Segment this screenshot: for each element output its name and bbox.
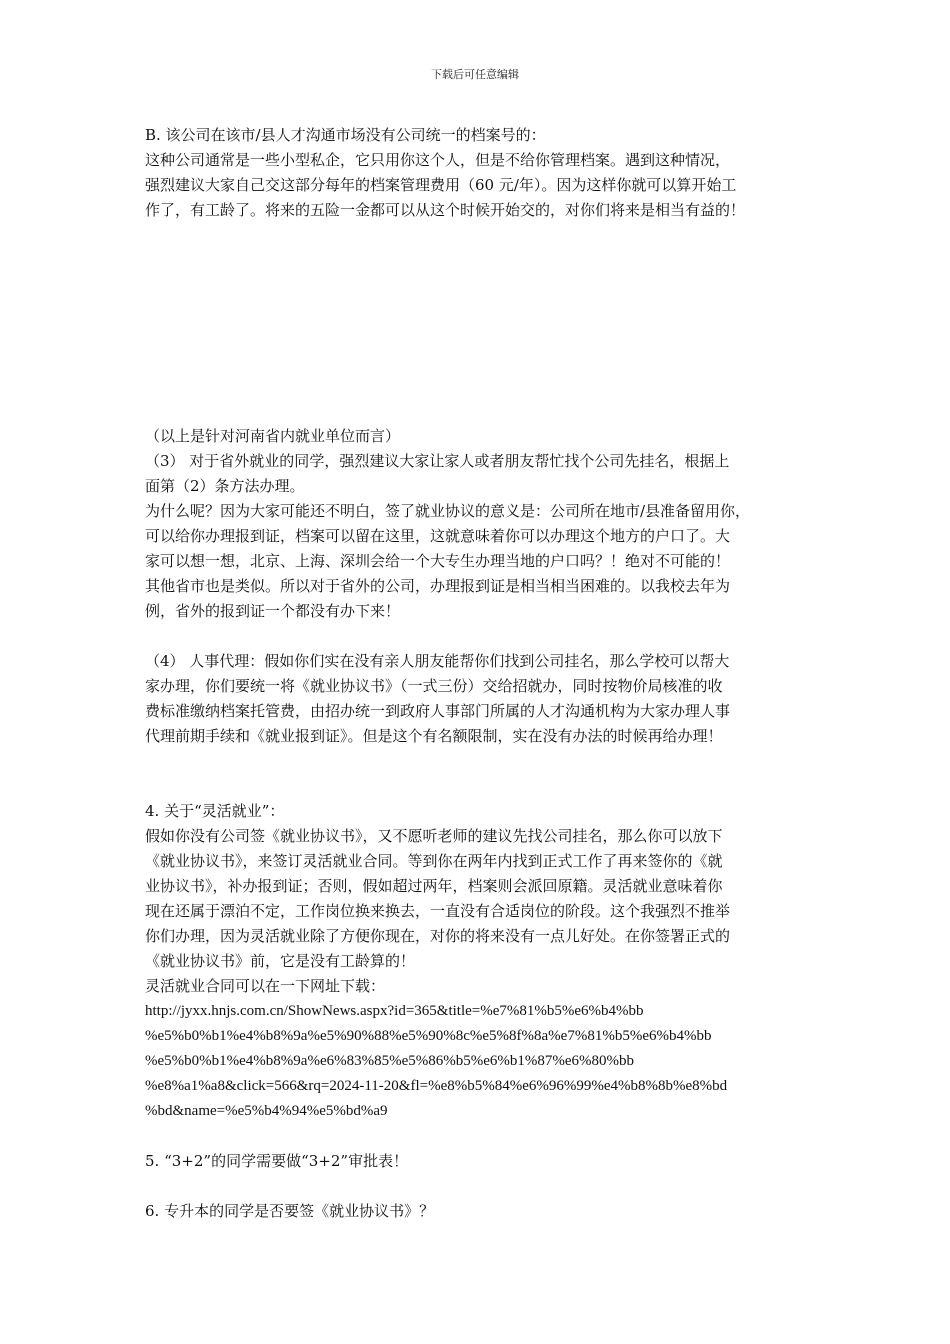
henan-note: （以上是针对河南省内就业单位而言） — [145, 427, 401, 445]
paragraph-gap — [145, 1174, 815, 1199]
download-url-line[interactable]: http://jyxx.hnjs.com.cn/ShowNews.aspx?id=365&title=%e7%81%b5%e6%b4%bb — [145, 1003, 644, 1019]
paragraph-gap — [145, 624, 815, 649]
paragraph-line: 假如你没有公司签《就业协议书》，又不愿听老师的建议先找公司挂名，那么你可以放下 — [145, 827, 723, 845]
download-url-line[interactable]: %bd&name=%e5%b4%94%e5%bd%a9 — [145, 1103, 388, 1119]
paragraph-line: 作了，有工龄了。将来的五险一金都可以从这个时候开始交的，对你们将来是相当有益的！ — [145, 201, 746, 219]
paragraph-line: 面第（2）条方法办理。 — [145, 477, 305, 495]
item-5-title: 5. “3+2”的同学需要做“3+2”审批表！ — [145, 1152, 409, 1170]
paragraph-line: 你们办理，因为灵活就业除了方便你现在，对你的将来没有一点儿好处。在你签署正式的 — [145, 927, 731, 945]
download-url-line[interactable]: %e8%a1%a8&click=566&rq=2024-11-20&fl=%e8%b5%84%e6%96%99%e4%b8%8b%e8%bd — [145, 1078, 728, 1094]
paragraph-line: 例，省外的报到证一个都没有办下来！ — [145, 602, 401, 620]
item-4-title: 4. 关于“灵活就业”： — [145, 802, 285, 820]
paragraph-line: 家办理，你们要统一将《就业协议书》（一式三份）交给招就办，同时按物价局核准的收 — [145, 677, 723, 695]
paragraph-line: 《就业协议书》，来签订灵活就业合同。等到你在两年内找到正式工作了再来签你的《就 — [145, 852, 723, 870]
paragraph-line: 这种公司通常是一些小型私企，它只用你这个人，但是不给你管理档案。遇到这种情况， — [145, 151, 731, 169]
paragraph-line: 灵活就业合同可以在一下网址下载： — [145, 977, 386, 995]
paragraph-line: 业协议书》，补办报到证；否则，假如超过两年，档案则会派回原籍。灵活就业意味着你 — [145, 877, 723, 895]
download-url-line[interactable]: %e5%b0%b1%e4%b8%9a%e5%90%88%e5%90%8c%e5%8f%8a%e7%81%b5%e6%b4%bb — [145, 1028, 712, 1044]
section-b-title: B. 该公司在该市/县人才沟通市场没有公司统一的档案号的： — [145, 126, 546, 144]
paragraph-line: 《就业协议书》前，它是没有工龄算的！ — [145, 952, 416, 970]
paragraph-line: （3） 对于省外就业的同学，强烈建议大家让家人或者朋友帮忙找个公司先挂名，根据上 — [145, 452, 730, 470]
paragraph-line: 现在还属于漂泊不定，工作岗位换来换去，一直没有合适岗位的阶段。这个我强烈不推举 — [145, 902, 731, 920]
paragraph-gap — [145, 749, 815, 774]
section-b — [145, 123, 815, 223]
paragraph-gap — [145, 1124, 815, 1149]
paragraph-gap — [145, 774, 815, 799]
paragraph-line: 其他省市也是类似。所以对于省外的公司，办理报到证是相当相当困难的。以我校去年为 — [145, 577, 731, 595]
item-6-title: 6. 专升本的同学是否要签《就业协议书》？ — [145, 1202, 435, 1220]
paragraph-line: 费标准缴纳档案托管费，由招办统一到政府人事部门所属的人才沟通机构为大家办理人事 — [145, 702, 731, 720]
paragraph-line: 代理前期手续和《就业报到证》。但是这个有名额限制，实在没有办法的时候再给办理！ — [145, 727, 723, 745]
main-content — [145, 424, 815, 1224]
paragraph-line: 强烈建议大家自己交这部分每年的档案管理费用（60 元/年）。因为这样你就可以算开始工 — [145, 176, 737, 194]
paragraph-line: 可以给你办理报到证，档案可以留在这里，这就意味着你可以办理这个地方的户口了。大 — [145, 527, 731, 545]
paragraph-line: （4） 人事代理：假如你们实在没有亲人朋友能帮你们找到公司挂名，那么学校可以帮大 — [145, 652, 730, 670]
page-header-note: 下载后可任意编辑 — [431, 68, 519, 81]
download-url-line[interactable]: %e5%b0%b1%e4%b8%9a%e6%83%85%e5%86%b5%e6%b1%87%e6%80%bb — [145, 1053, 635, 1069]
paragraph-line: 家可以想一想，北京、上海、深圳会给一个大专生办理当地的户口吗？！绝对不可能的！ — [145, 552, 731, 570]
paragraph-line: 为什么呢？因为大家可能还不明白，签了就业协议的意义是：公司所在地市/县准备留用你， — [145, 502, 751, 520]
